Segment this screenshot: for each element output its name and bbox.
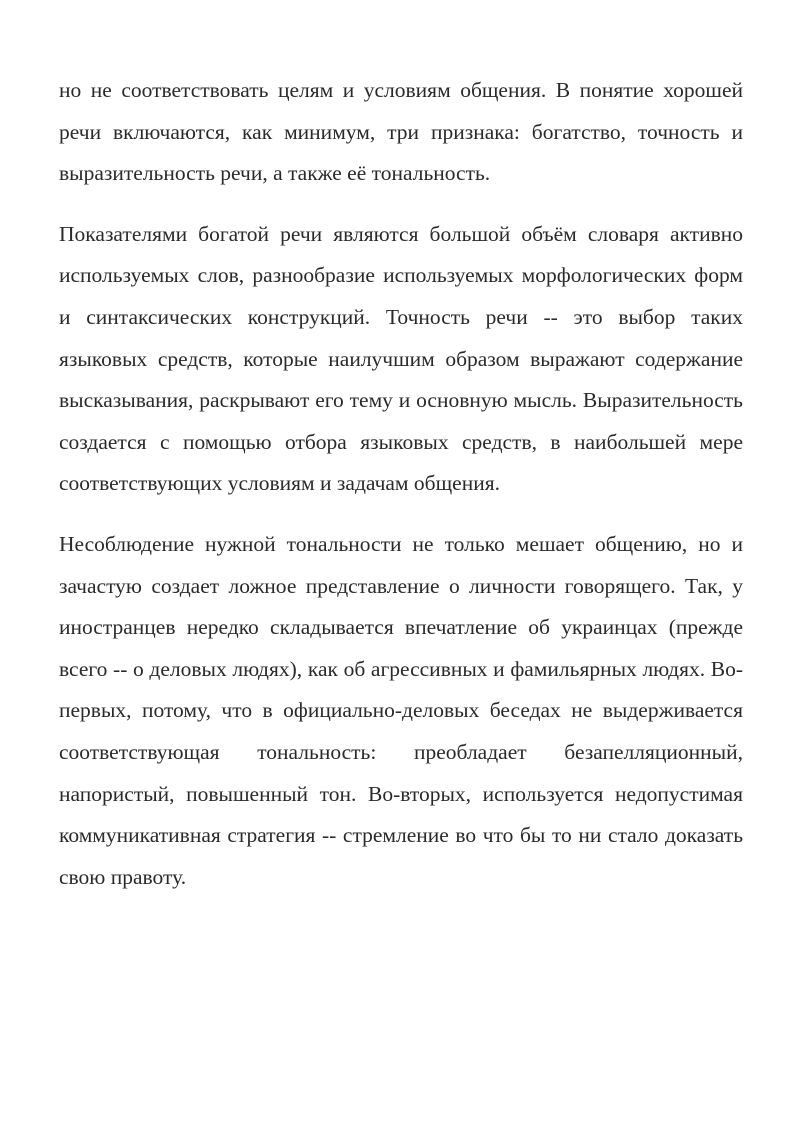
document-page — [59, 70, 743, 917]
paragraph-3: Несоблюдение нужной тональности не только мешает общению, но и зачастую создает ложное представление о личности говорящего. Так, у иностранцев нередко складывается впечатление об украинцах (прежде всего -- о деловых людях), как об агрессивных и фамильярных людях. Во-первых, потому, что в официально-деловых беседах не выдерживается соответствующая тональность: преобладает безапелляционный, напористый, повышенный тон. Во-вторых, используется недопустимая коммуникативная стратегия -- стремление во что бы то ни стало доказать свою правоту. — [59, 531, 743, 889]
paragraph-1: но не соответствовать целям и условиям общения. В понятие хорошей речи включаются, как минимум, три признака: богатство, точность и выразительность речи, а также её тональность. — [59, 78, 743, 186]
paragraph-2: Показателями богатой речи являются большой объём словаря активно используемых слов, разнообразие используемых морфологических форм и синтаксических конструкций. Точность речи -- это выбор таких языковых средств, которые наилучшим образом выражают содержание высказывания, раскрывают его тему и основную мысль. Выразительность создается с помощью отбора языковых средств, в наибольшей мере соответствующих условиям и задачам общения. — [59, 221, 743, 496]
